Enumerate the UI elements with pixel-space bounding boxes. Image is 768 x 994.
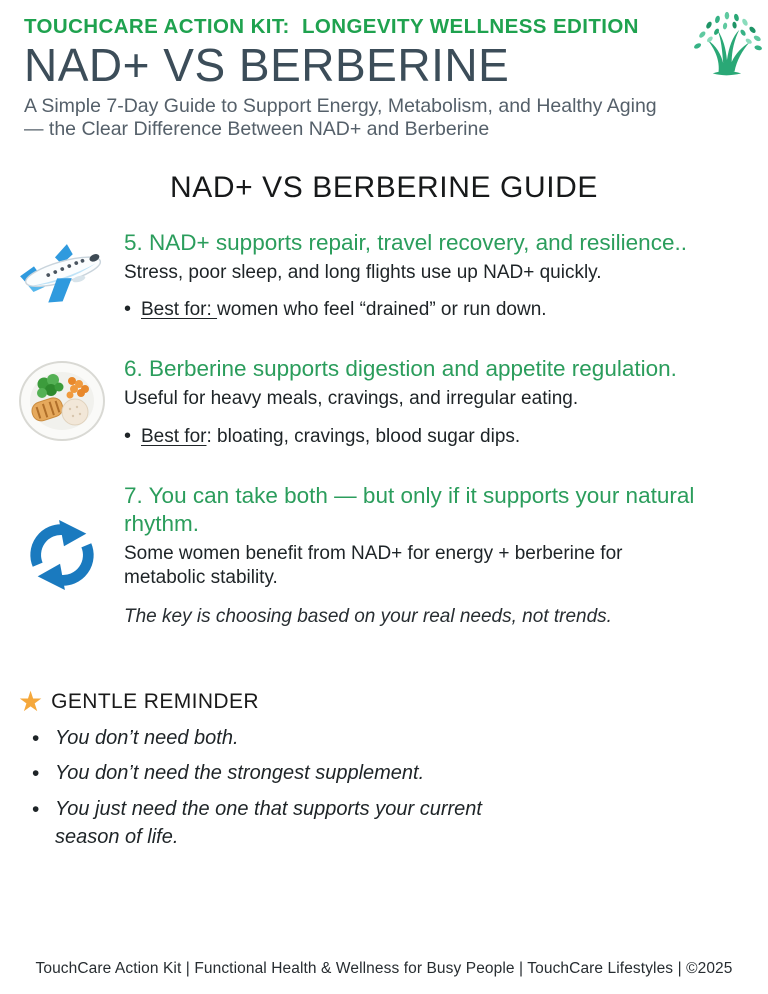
kicker-text: TOUCHCARE ACTION KIT: LONGEVITY WELLNESS EDITION [24, 15, 639, 38]
sections [0, 229, 768, 628]
section-heading: 5. NAD+ supports repair, travel recovery, and resilience.. [124, 230, 687, 255]
page-title: NAD+ VS BERBERINE [24, 39, 510, 91]
section-content [124, 355, 768, 447]
guide-title: NAD+ VS BERBERINE GUIDE [169, 171, 599, 204]
best-for-label: Best for [141, 425, 207, 447]
page-subtitle: A Simple 7-Day Guide to Support Energy, Metabolism, and Healthy Aging — the Clear Difference Between NAD+ and Berberine [24, 95, 657, 140]
section-take-both [0, 482, 768, 629]
gentle-reminder [18, 688, 728, 852]
best-for-bullet [124, 299, 664, 321]
reminder-title-row [18, 688, 728, 716]
rice [62, 399, 88, 425]
cycle-arrows-icon [0, 482, 124, 629]
reminder-item: • You don’t need the strongest supplement. [32, 759, 542, 787]
reminder-list [18, 724, 728, 852]
meal-plate-icon [0, 355, 124, 447]
header [0, 0, 768, 141]
best-for-text: women who feel “drained” or run down. [217, 299, 547, 321]
best-for-bullet [124, 426, 664, 448]
best-for-text: : bloating, cravings, blood sugar dips. [206, 425, 521, 447]
section-heading: 6. Berberine supports digestion and appetite regulation. [124, 356, 677, 382]
section-nad-recovery [0, 229, 768, 321]
section-body: Stress, poor sleep, and long flights use up NAD+ quickly. [124, 261, 602, 283]
section-body: Some women benefit from NAD+ for energy + berberine for metabolic stability. [124, 542, 623, 589]
section-content [124, 229, 768, 321]
section-note: The key is choosing based on your real needs, not trends. [124, 606, 612, 627]
reminder-title: GENTLE REMINDER [51, 690, 259, 713]
footer-text: TouchCare Action Kit | Functional Health & Wellness for Busy People | TouchCare Lifestyles | ©2025 [35, 960, 733, 977]
section-heading: 7. You can take both — but only if it supports your natural rhythm. [124, 482, 695, 537]
section-berberine-digestion [0, 355, 768, 447]
section-content [124, 482, 768, 629]
best-for-label: Best for: [141, 299, 218, 321]
section-body: Useful for heavy meals, cravings, and irregular eating. [124, 387, 579, 409]
reminder-item: • You don’t need both. [32, 724, 542, 752]
airplane-icon [0, 229, 124, 321]
star-icon: ★ [18, 686, 44, 717]
reminder-item: • You just need the one that supports your current season of life. [32, 795, 542, 852]
tree-logo-icon [690, 8, 762, 82]
